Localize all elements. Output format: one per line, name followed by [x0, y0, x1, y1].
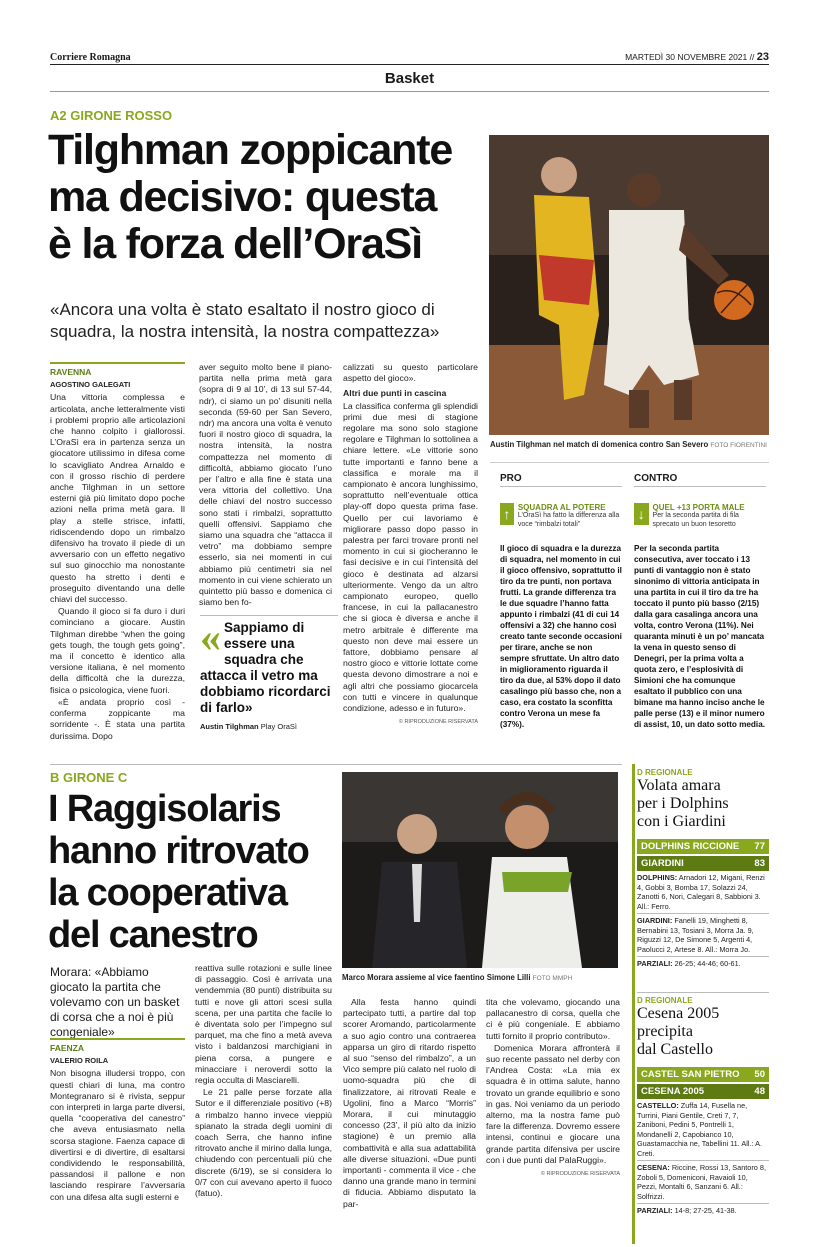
- partials-values: 26-25; 44-46; 60-61.: [674, 959, 741, 968]
- partials: [637, 956, 769, 969]
- pro-label: PRO: [500, 473, 622, 487]
- article2-column-2: [195, 963, 332, 1200]
- article2-author: VALERIO ROILA: [50, 1056, 109, 1066]
- paragraph: «È andata proprio così - conferma zoppicante ma sorridente -. È stata una partita durissima. Dopo: [50, 696, 185, 741]
- article2-rule: [50, 764, 622, 765]
- arrow-down-icon: ↓: [634, 503, 649, 525]
- article2-column-1: [50, 1038, 185, 1204]
- contro-title: QUEL +13 PORTA MALE: [652, 503, 745, 512]
- partials-label: PARZIALI:: [637, 959, 673, 968]
- paragraph: Le 21 palle perse forzate alla Sutor e il differenziale positivo (+8) a rimbalzo hanno invece vieppiù spianato la strada degli uomini di coach Serra, che hanno infine ritrovato anche il mirino dalla lunga, chiudendo con percentuali più che discrete (6/19), se si considera lo 0/7 con cui avevano aperto il fuoco (fatuo).: [195, 1087, 332, 1199]
- page-number: 23: [756, 51, 769, 63]
- title-line: Cesena 2005: [637, 1005, 720, 1022]
- scoreboard: [637, 839, 769, 871]
- score-row: [637, 839, 769, 854]
- lineup-label: CESENA:: [637, 1163, 670, 1172]
- score-row: [637, 1067, 769, 1082]
- sidebar-tag: D REGIONALE: [637, 768, 693, 777]
- sidebar-divider: [637, 992, 769, 993]
- paragraph: tita che volevamo, giocando una pallacanestro di corsa, quella che ci è più congeniale. E abbiamo tutti fornito il proprio contributo».: [486, 997, 620, 1041]
- header-rule: [50, 64, 769, 65]
- headline-line: ma decisivo: questa: [48, 173, 437, 221]
- partials-values: 14-8; 27-25, 41-38.: [674, 1206, 737, 1215]
- lineup-players: Zuffa 14, Fusella ne, Turrini, Piani Gentile, Creti 7, 7, Zaniboni, Pedini 5, Pontrelli 1, Mondanelli 2, Capobianco 10, Guastamacchia ne, Tabellini 11. All.: A. Creti.: [637, 1101, 763, 1158]
- team-score: 77: [754, 841, 765, 852]
- article2-column-3: [343, 997, 476, 1211]
- newspaper-name: Corriere Romagna: [50, 52, 131, 63]
- contro-section: [634, 473, 766, 730]
- team-name: CASTEL SAN PIETRO: [641, 1069, 740, 1080]
- partials: [637, 1203, 769, 1216]
- lineup-label: DOLPHINS:: [637, 873, 678, 882]
- paragraph: Quando il gioco si fa duro i duri cominciano a giocare. Austin Tilghman direbbe “when the going gets tough, the tough gets going”, ma il concetto è identico alla versione italiana, è nel momento della difficoltà che la durezza, fisica o psicologica, viene fuori.: [50, 606, 185, 695]
- pro-title: SQUADRA AL POTERE: [517, 503, 606, 512]
- morara-photo-caption: [342, 973, 618, 982]
- pull-quote: [200, 615, 338, 731]
- article1-standfirst: «Ancora una volta è stato esaltato il nostro gioco di squadra, la nostra intensità, la nostra compattezza»: [50, 300, 440, 341]
- score-row: [637, 856, 769, 871]
- date-separator: //: [749, 52, 755, 62]
- tilghman-photo: [489, 135, 769, 435]
- quote-text: Sappiamo di essere una squadra che attacca il vetro ma dobbiamo ricordarci di farlo»: [200, 620, 331, 715]
- lineup-players: Fanelli 19, Minghetti 8, Bernabini 13, Tosiani 3, Morra Ja. 9, Riguzzi 12, De Simone 5, Argenti 4, Paolucci 2, Artese 8. All.: Morra Jo.: [637, 916, 754, 954]
- copyright: © RIPRODUZIONE RISERVATA: [398, 719, 478, 726]
- paragraph: La classifica conferma gli splendidi primi due mesi di stagione regolare ma sono solo stagione regolare e Tilghman lo sottolinea a chiare lettere. «Le vittorie sono tutte importanti e fanno bene a classifica e morale ma il campionato è ancora lunghissimo, soprattutto nell’eventuale ottica play-off dopo questa prima fase. Quello per cui lavoriamo è migliorare passo dopo passo in palestra per farci trovare pronti nel momento in cui si giocheranno le fasi decisive e in cui l’intensità del gioco è destinata ad alzarsi ulteriormente. Vengo da un altro campionato europeo, quello francese, in cui la pallacanestro che si gioca è diversa e anche il metro arbitrale è differente ma questo non deve mai essere un fattore, dobbiamo pensare al nostro gioco e vittorie lottate come questa devono dimostrare a noi e agli altri che possiamo giocarcela con tutti e vincere in qualunque condizione, adesso e in futuro».: [343, 400, 478, 714]
- pro-text: Il gioco di squadra e la durezza di squadra, nel momento in cui il gioco offensivo, soprattutto il tiro da tre punti, non portava frutti. La grande differenza tra le due squadre l’hanno fatta appunto i rimbalzi (41 di cui 14 offensivi a 32) che hanno così creato tante seconde occasioni per tirare, anche se non sempre sfruttate. Un altro dato in miglioramento riguarda il tiro da due, al 53% dopo il dato casalingo più basso che, non a caso, era costato la sconfitta contro Verona un mese fa (37%).: [500, 544, 622, 729]
- scoreboard: [637, 1067, 769, 1099]
- lineup-1: [637, 873, 769, 911]
- article1-column-3: [343, 362, 478, 729]
- headline-line: hanno ritrovato: [48, 830, 309, 872]
- contro-label: CONTRO: [634, 473, 766, 487]
- sidebar-dolphins: [637, 768, 769, 969]
- article2-standfirst: Morara: «Abbiamo giocato la partita che volevamo con un basket di corsa che a noi è più congeniale»: [50, 965, 180, 1039]
- paragraph: Alla festa hanno quindi partecipato tutti, a partire dal top scorer Aromando, particolarmente a suo agio contro una contraerea apparsa un giro di ritardo rispetto al suo “senso del rimbalzo”, a un Vico sempre più calato nel ruolo di uomo-squadra più che di finalizzatore, ai ritrovati Reale e Ugolini, fino a Marco “Morris” Morara, il cui minutaggio concesso (23’, il più alto da inizio stagione) è un premio alla combattività e alla sua adattabilità alle diverse situazioni. «Due punti importanti - commenta il vice - che danno una grande mano in termini di fiducia. Abbiamo disputato la par-: [343, 997, 476, 1209]
- quote-author: Austin Tilghman: [200, 722, 259, 731]
- headline-line: del canestro: [48, 914, 258, 956]
- subheading: Altri due punti in cascina: [343, 388, 447, 399]
- dateline: [625, 51, 769, 63]
- title-line: dal Castello: [637, 1041, 713, 1058]
- caption-text: Marco Morara assieme al vice faentino Simone Lilli: [342, 973, 531, 982]
- contro-text: Per la seconda partita consecutiva, aver toccato i 13 punti di vantaggio non è stato sinonimo di vittoria anticipata in una partita in cui il tiro da tre ha toccato il punto più basso (2/15) dalla gara casalinga ancora una volta, contro Verona (11%). Nei quaranta minuti è un po’ mancata la vena in questo senso di Denegri, per la prima volta a quota zero, e l’esplosività di Simioni che ha comunque esaltato il pubblico con una bimane ma hanno inciso anche le palle perse (13) e il minor numero di assist, 10, un dato sotto media.: [634, 544, 766, 729]
- article1-column-2: [199, 362, 332, 609]
- team-name: DOLPHINS RICCIONE: [641, 841, 740, 852]
- section-title: Basket: [384, 70, 435, 87]
- contro-header: [634, 503, 766, 529]
- article1-column-1: [50, 362, 185, 743]
- pro-section: [500, 473, 622, 730]
- section-rule: [50, 91, 769, 92]
- article2-kicker: B GIRONE C: [50, 770, 128, 785]
- team-name: CESENA 2005: [641, 1086, 705, 1097]
- arrow-up-icon: ↑: [500, 503, 514, 525]
- team-score: 50: [754, 1069, 765, 1080]
- lineup-2: [637, 913, 769, 954]
- title-line: precipita: [637, 1023, 693, 1040]
- headline-line: è la forza dell’OraSì: [48, 220, 422, 268]
- quote-attribution: [200, 722, 338, 731]
- article1-location: RAVENNA: [50, 362, 185, 378]
- sidebar-rule: [632, 764, 635, 1244]
- lineup-label: CASTELLO:: [637, 1101, 679, 1110]
- lineup-players: Riccine, Rossi 13, Santoro 8, Zoboli 5, Domeniconi, Ravaioli 10, Pezzi, Montalti 6, Sanzani 6. All.: Solfrizzi.: [637, 1163, 766, 1201]
- team-score: 83: [754, 858, 765, 869]
- paragraph: Domenica Morara affronterà il suo recente passato nel derby con l’Andrea Costa: «La mia ex squadra è in ottima salute, hanno trovato un grande equilibrio e sono in gas. Noi veniamo da un periodo alterno, ma la nostra fame può fare la differenza. Dovremo essere intensi, continui e giocare una grande partita difensiva per uscire con i due punti dal PalaRuggi».: [486, 1042, 620, 1165]
- lineup-2: [637, 1160, 769, 1201]
- photo-credit: FOTO MMPH: [532, 975, 573, 982]
- quote-role: Play OraSì: [260, 722, 297, 731]
- contro-subtitle: Per la seconda partita di fila sprecato un buon tesoretto: [652, 512, 739, 528]
- lineup-label: GIARDINI:: [637, 916, 673, 925]
- article2-column-4: [486, 997, 620, 1180]
- headline-line: I Raggisolaris: [48, 788, 281, 830]
- lineup-1: [637, 1101, 769, 1158]
- quote-mark-icon: «: [200, 615, 221, 661]
- title-line: per i Dolphins: [637, 795, 729, 812]
- score-row: [637, 1084, 769, 1099]
- article1-author: AGOSTINO GALEGATI: [50, 380, 131, 390]
- photo-credit: FOTO FIORENTINI: [710, 442, 767, 449]
- pro-subtitle: L’OraSì ha fatto la differenza alla voce “rimbalzi totali”: [517, 512, 620, 528]
- date: MARTEDÌ 30 NOVEMBRE 2021: [625, 52, 748, 62]
- lineup-players: Arnadori 12, Migani, Renzi 4, Gobbi 3, Bomba 17, Solazzi 24, Zanotti 6, Nori, Calegari 8, Sabbioni 3. All.: Ferro.: [637, 873, 765, 911]
- article1-headline: [48, 127, 488, 268]
- pro-header: [500, 503, 622, 529]
- article2-location: FAENZA: [50, 1038, 185, 1054]
- title-line: Volata amara: [637, 777, 721, 794]
- copyright: © RIPRODUZIONE RISERVATA: [540, 1171, 620, 1178]
- sidebar-cesena: [637, 996, 769, 1216]
- headline-line: la cooperativa: [48, 872, 287, 914]
- team-score: 48: [754, 1086, 765, 1097]
- sidebar-title: [637, 777, 769, 831]
- article1-kicker: A2 GIRONE ROSSO: [50, 108, 173, 123]
- article2-headline: [48, 788, 338, 956]
- paragraph: Non bisogna illudersi troppo, con questi chiari di luna, ma contro Montegranaro si è rivista, seppur con interpreti in larga parte diversi, quella “cooperativa del canestro” che aveva entusiasmato nella scorsa stagione. Faenza capace di divertirsi e di divertire, di esaltarsi condividendo le responsabilità, passandosi il pallone e non lasciando respirare l’avversaria con una difesa alta sugli esterni e: [50, 1068, 185, 1202]
- caption-text: Austin Tilghman nel match di domenica contro San Severo: [490, 440, 709, 449]
- copyright-text: RIPRODUZIONE RISERVATA: [404, 719, 478, 726]
- morara-photo: [342, 772, 618, 968]
- sidebar-title: [637, 1005, 769, 1059]
- pro-contro-box: [490, 462, 769, 738]
- paragraph: aver seguito molto bene il piano-partita nella prima metà gara (sopra di 9 al 10’, di 13 sul 57-44, ndr), ci siamo un po’ disuniti nella seconda (59-60 per San Severo, ndr) ma ancora una volta è venuto fuori il nostro gioco di squadra, la nostra intensità, la nostra compattezza nel momento di difficoltà, abbiamo giocato l’uno per l’altro e alla fine è stata una vera vittoria del collettivo. Una delle chiavi del nostro successo sono stati i rimbalzi, soprattutto quelli offensivi. Sappiamo che siamo una squadra che “attacca il vetro” ma dobbiamo sempre esserlo, sia nei momenti in cui abbiamo più centimetri sia nel momento in cui viene schierato un quintetto più basso e domenica ci siamo ben fo-: [199, 362, 332, 608]
- copyright-text: RIPRODUZIONE RISERVATA: [546, 1171, 620, 1178]
- team-name: GIARDINI: [641, 858, 684, 869]
- title-line: con i Giardini: [637, 813, 726, 830]
- headline-line: Tilghman zoppicante: [48, 126, 453, 174]
- sidebar-tag: D REGIONALE: [637, 996, 693, 1005]
- paragraph: Una vittoria complessa e articolata, anche letteralmente visti i problemi proprio alle articolazioni che hanno colpito i giallorossi. L’OraSì era in partenza senza un giocatore utilissimo in difesa come lo scavigliato Andrea Arnaldo e con il grosso rischio di perdere anche Tilghman in un settore esterni già più limitato dopo poche azioni nella prima metà gara. Il play a stelle strisce, infatti, ridiscendendo dopo un rimbalzo difensivo ha trovato il piede di un avversario con un effetto negativo sul suo ginocchio ma nonostante questo ha stretto i denti e proseguito diventando una delle chiavi del successo.: [50, 392, 185, 605]
- paragraph: calizzati su questo particolare aspetto del gioco».: [343, 362, 478, 384]
- tilghman-photo-caption: [490, 440, 769, 449]
- paragraph: reattiva sulle rotazioni e sulle linee di passaggio. Così è arrivata una vendemmia (80 punti) distribuita su tutti e nove gli attori scesi sulla scena, per una partita che facile lo è diventata solo per l’impegno sul parquet, ma che fino a metà aveva visto i baldanzosi marchigiani in piena corsa, a pungere e minacciare i neroverdi sotto la regia occulta di Masciarelli.: [195, 963, 332, 1086]
- partials-label: PARZIALI:: [637, 1206, 673, 1215]
